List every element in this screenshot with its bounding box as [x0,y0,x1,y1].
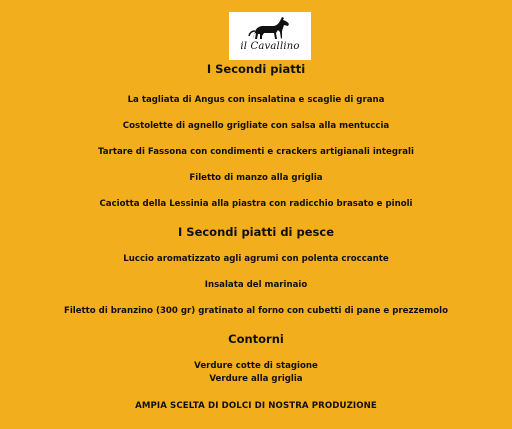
restaurant-logo [229,12,311,60]
desserts-note: AMPIA SCELTA DI DOLCI DI NOSTRA PRODUZIONE [135,401,377,411]
menu-item: Filetto di manzo alla griglia [189,173,323,183]
menu-item: Verdure cotte di stagione [194,361,318,371]
menu-item: Verdure alla griglia [209,374,303,384]
section-heading-contorni: Contorni [228,332,284,346]
menu-item: Costolette di agnello grigliate con salsa alla mentuccia [122,121,390,131]
menu-item: La tagliata di Angus con insalatina e scaglie di grana [127,95,385,105]
section-heading-secondi: I Secondi piatti [206,62,306,76]
menu-item: Caciotta della Lessinia alla piastra con radicchio brasato e pinoli [99,199,413,209]
menu-item: Luccio aromatizzato agli agrumi con polenta croccante [123,254,389,264]
section-heading-pesce: I Secondi piatti di pesce [178,225,334,239]
menu-item: Insalata del marinaio [204,280,308,290]
logo-name: il Cavallino [240,41,300,52]
menu-item: Filetto di branzino (300 gr) gratinato al forno con cubetti di pane e prezzemolo [63,306,449,316]
menu-item: Tartare di Fassona con condimenti e crackers artigianali integrali [98,147,414,157]
